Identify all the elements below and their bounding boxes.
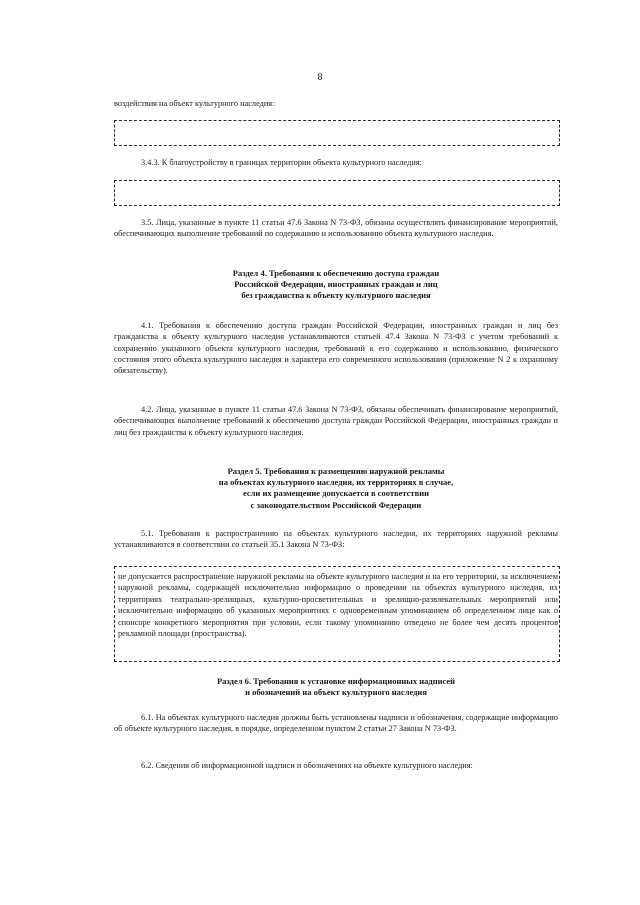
empty-field-box-1 bbox=[114, 120, 560, 146]
paragraph-3-4-3: 3.4.3. К благоустройству в границах территории объекта культурного наследия: bbox=[141, 158, 422, 167]
paragraph-5-1: 5.1. Требования к распространению на объектах культурного наследия, их территориях наружной рекламы устанавливаются в соответствии со статьей 35.1 Закона N 73-ФЗ: bbox=[114, 529, 558, 550]
paragraph-4-1: 4.1. Требования к обеспечению доступа граждан Российской Федерации, иностранных граждан и лиц без гражданства к объекту культурного наследия устанавливаются статьей 47.4 Закона N 73-ФЗ с учетом требований к сохранению указанного объекта культурного наследия, требований к его содержанию и использованию, физического состояния этого объекта культурного наследия и характера его современного использования (приложение N 2 к охранному обязательству). bbox=[114, 321, 558, 376]
page-number: 8 bbox=[317, 72, 323, 83]
paragraph-4-2: 4.2. Лица, указанные в пункте 11 статьи 47.6 Закона N 73-ФЗ, обязаны обеспечивать финансирование мероприятий, обеспечивающих выполнение требований к обеспечению доступа граждан Российской Федерации, иностранных граждан и лиц без гражданства к объекту культурного наследия. bbox=[114, 405, 558, 437]
empty-field-box-2 bbox=[114, 180, 560, 206]
section-6-title: Раздел 6. Требования к установке информационных надписей и обозначений на объект культурного наследия bbox=[216, 676, 456, 698]
paragraph-3-5: 3.5. Лица, указанные в пункте 11 статьи 47.6 Закона N 73-ФЗ, обязаны осуществлять финансирование мероприятий, обеспечивающих выполнение требований по содержанию и использованию объекта культурного наследия. bbox=[114, 218, 558, 239]
advertising-requirements-text: не допускается распространение наружной рекламы на объекте культурного наследия и на его территории, за исключением наружной рекламы, содержащей исключительно информацию о проведении на объектах культурного наследия, их территориях театрально-зрелищных, культурно-просветительных и зрелищно-развлекательных мероприятий или исключительно информацию об указанных мероприятиях с одновременным упоминанием об определенном лице как о спонсоре конкретного мероприятия при условии, если такому упоминанию отведено не более чем десять процентов рекламной площади (пространства). bbox=[118, 572, 558, 639]
paragraph-6-2: 6.2. Сведения об информационной надписи и обозначениях на объекте культурного наследия: bbox=[141, 761, 473, 770]
paragraph-6-1: 6.1. На объектах культурного наследия должны быть установлены надписи и обозначения, содержащие информацию об объекте культурного наследия, в порядке, определенном пунктом 2 статьи 27 Закона N 73-ФЗ. bbox=[114, 713, 558, 734]
section-4-title: Раздел 4. Требования к обеспечению доступа граждан Российской Федерации, иностранных граждан и лиц без гражданства к объекту культурного наследия bbox=[232, 268, 440, 301]
section-5-title: Раздел 5. Требования к размещению наружной рекламы на объектах культурного наследия, их территориях в случае, если их размещение допускается в соответствии с законодательством Российской Федерации bbox=[218, 466, 454, 510]
paragraph-impact-end: воздействия на объект культурного наследия: bbox=[114, 99, 275, 108]
